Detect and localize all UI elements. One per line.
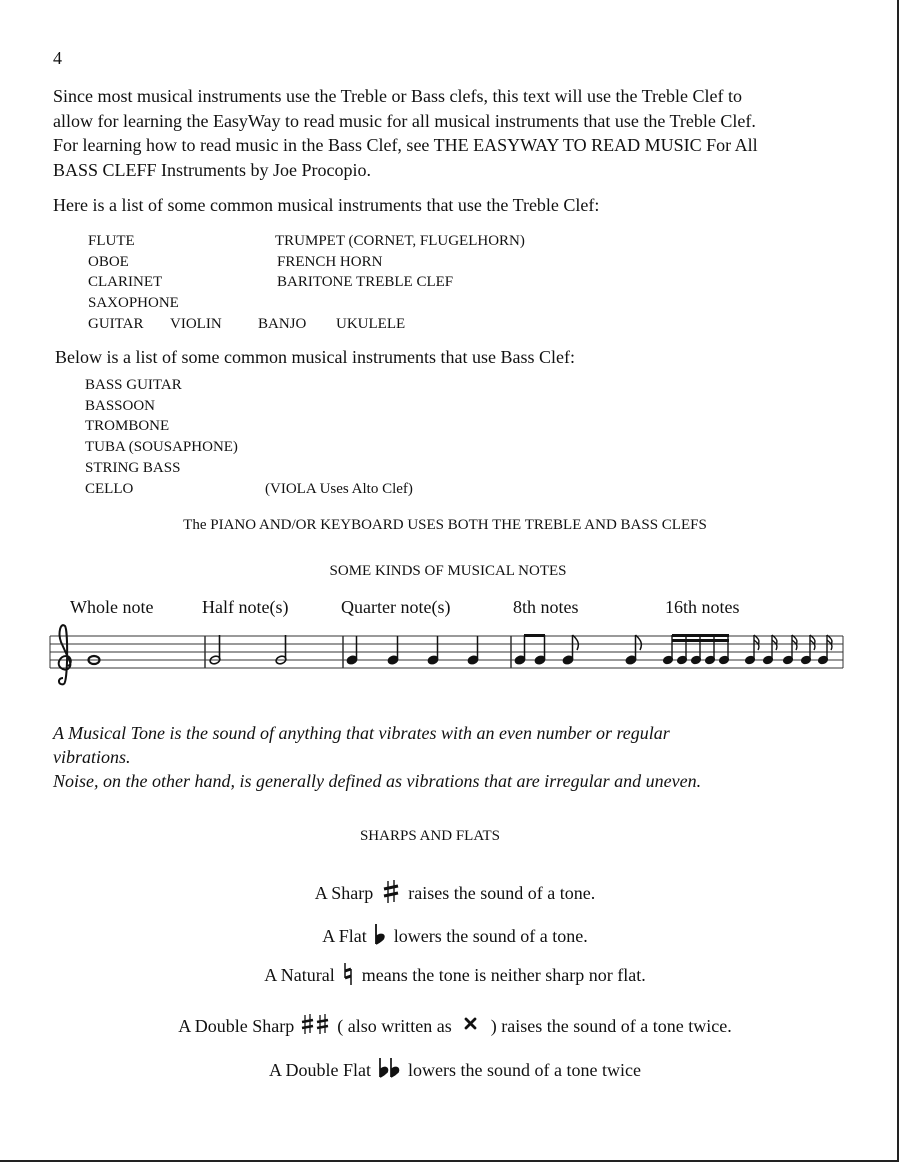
tone-definition-line: vibrations. xyxy=(53,747,131,767)
sharp-rule xyxy=(5,879,900,905)
intro-line: Since most musical instruments use the Treble or Bass clefs, this text will use the Treble Clef to xyxy=(53,86,742,106)
treble-clef-icon xyxy=(59,625,71,684)
sharp-description: raises the sound of a tone. xyxy=(408,883,596,903)
double-sharp-label: A Double Sharp xyxy=(178,1016,295,1036)
intro-paragraph xyxy=(53,84,873,182)
double-sharp-x-icon xyxy=(456,1012,486,1038)
double-flat-label: A Double Flat xyxy=(269,1060,372,1080)
natural-icon xyxy=(339,961,357,987)
double-flat-icon xyxy=(376,1056,404,1082)
bass-instrument: CELLO xyxy=(85,481,134,497)
note-label-sixteenth: 16th notes xyxy=(665,597,740,617)
viola-note: (VIOLA Uses Alto Clef) xyxy=(265,481,413,497)
intro-line: allow for learning the EasyWay to read music for all musical instruments that use the Treble Clef. xyxy=(53,110,756,131)
note-label-eighth: 8th notes xyxy=(513,597,579,617)
treble-instrument: CLARINET xyxy=(88,274,163,290)
double-sharp-description: ) raises the sound of a tone twice. xyxy=(490,1016,732,1036)
treble-instrument: GUITAR xyxy=(88,316,144,332)
natural-rule xyxy=(5,961,900,987)
intro-line: For learning how to read music in the Bass Clef, see THE EASYWAY TO READ MUSIC For All xyxy=(53,135,758,155)
quarter-note-icon xyxy=(346,636,478,665)
sharp-icon xyxy=(378,879,404,905)
page-border-right xyxy=(897,0,899,1162)
treble-heading: Here is a list of some common musical instruments that use the Treble Clef: xyxy=(53,195,600,215)
flat-description: lowers the sound of a tone. xyxy=(393,926,588,946)
flat-icon xyxy=(371,922,389,948)
treble-instrument: FLUTE xyxy=(88,233,135,249)
note-label-quarter: Quarter note(s) xyxy=(341,597,451,617)
half-note-icon xyxy=(209,635,287,665)
treble-instrument: TRUMPET (CORNET, FLUGELHORN) xyxy=(275,233,525,249)
note-label-whole: Whole note xyxy=(70,597,154,617)
bass-heading: Below is a list of some common musical instruments that use Bass Clef: xyxy=(55,347,575,367)
bass-instrument: TUBA (SOUSAPHONE) xyxy=(85,439,238,455)
treble-instrument: SAXOPHONE xyxy=(88,295,179,311)
double-flat-rule xyxy=(5,1056,900,1082)
treble-instrument: UKULELE xyxy=(336,316,406,332)
bass-instrument: BASS GUITAR xyxy=(85,377,182,393)
bass-instrument: STRING BASS xyxy=(85,460,181,476)
bass-instrument: BASSOON xyxy=(85,398,156,414)
sharp-label: A Sharp xyxy=(314,883,374,903)
flat-label: A Flat xyxy=(322,926,367,946)
treble-instrument: OBOE xyxy=(88,254,129,270)
music-staff xyxy=(48,622,848,692)
double-sharp-icon xyxy=(299,1012,333,1038)
treble-instrument: VIOLIN xyxy=(170,316,222,332)
page-border-bottom xyxy=(0,1160,899,1162)
sharps-flats-title: SHARPS AND FLATS xyxy=(359,828,501,844)
double-sharp-rule xyxy=(5,1012,900,1038)
natural-label: A Natural xyxy=(264,965,335,985)
double-flat-description: lowers the sound of a tone twice xyxy=(408,1060,641,1080)
tone-definition-line: A Musical Tone is the sound of anything that vibrates with an even number or regular xyxy=(53,723,670,743)
treble-instrument: BARITONE TREBLE CLEF xyxy=(277,274,454,290)
treble-instrument: BANJO xyxy=(258,316,307,332)
treble-instrument: FRENCH HORN xyxy=(277,254,383,270)
double-sharp-alt-label: ( also written as xyxy=(337,1016,452,1036)
bass-instrument: TROMBONE xyxy=(85,418,170,434)
notes-section-title: SOME KINDS OF MUSICAL NOTES xyxy=(329,563,567,579)
piano-note: The PIANO AND/OR KEYBOARD USES BOTH THE TREBLE AND BASS CLEFS xyxy=(183,517,707,533)
natural-description: means the tone is neither sharp nor flat. xyxy=(361,965,646,985)
flat-rule xyxy=(5,922,900,948)
note-label-half: Half note(s) xyxy=(202,597,289,617)
tone-definition xyxy=(53,721,873,793)
page-number: 4 xyxy=(53,48,62,68)
intro-line: BASS CLEFF Instruments by Joe Procopio. xyxy=(53,159,372,180)
tone-definition-line: Noise, on the other hand, is generally defined as vibrations that are irregular and uneven. xyxy=(53,771,702,791)
